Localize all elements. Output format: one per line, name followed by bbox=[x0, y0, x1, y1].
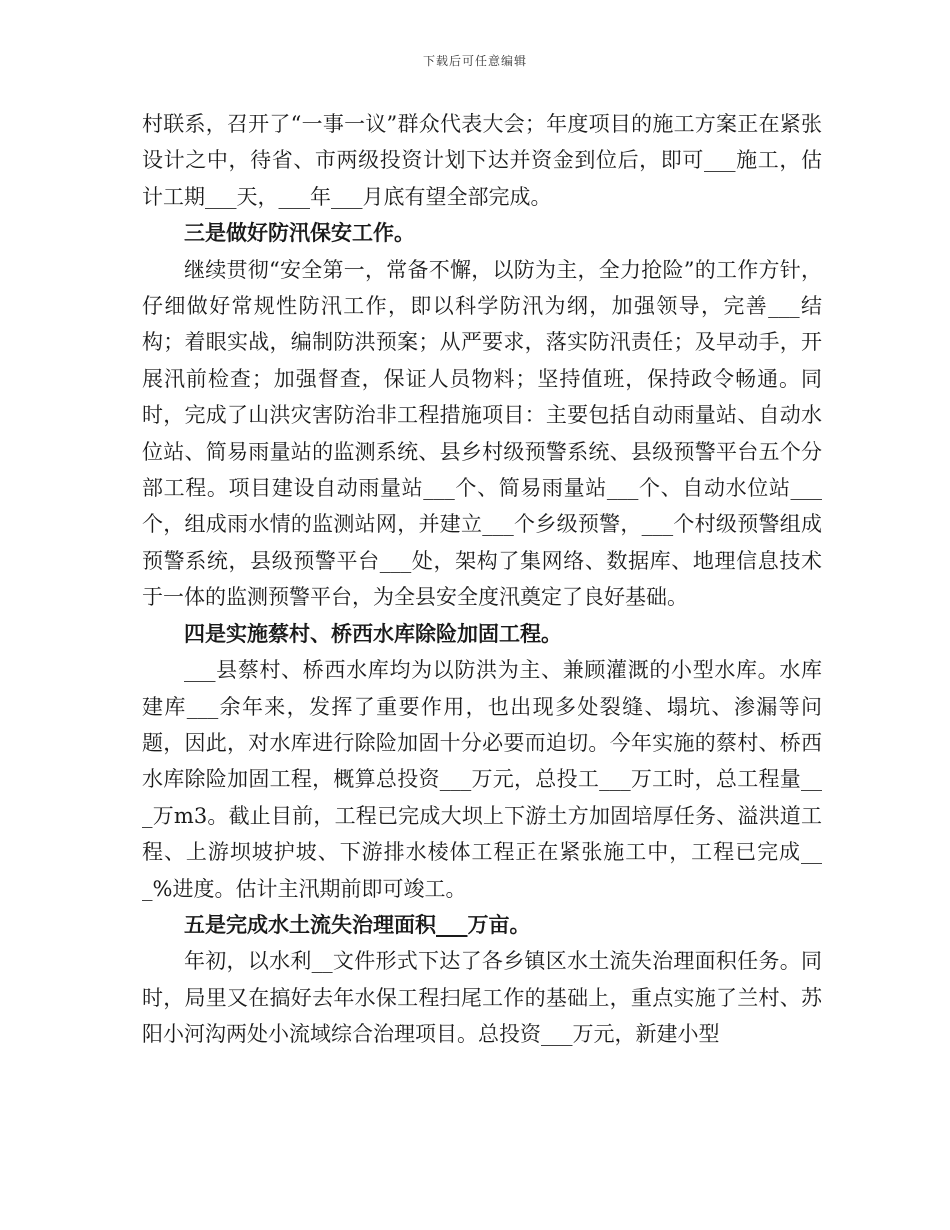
paragraph-continuation: 村联系，召开了“一事一议”群众代表大会；年度项目的施工方案正在紧张设计之中，待省、市两级投资计划下达并资金到位后，即可___施工，估计工期___天，___年___月底有望全部完成。 bbox=[142, 112, 822, 209]
paragraph-flood-control: 继续贯彻“安全第一，常备不懈，以防为主，全力抢险”的工作方针，仔细做好常规性防汛工作，即以科学防汛为纲，加强领导，完善___结构；着眼实战，编制防洪预案；从严要求，落实防汛责任；及早动手，开展汛前检查；加强督查，保证人员物料；坚持值班，保持政令畅通。同时，完成了山洪灾害防治非工程措施项目：主要包括自动雨量站、自动水位站、简易雨量站的监测系统、县乡村级预警系统、县级预警平台五个分部工程。项目建设自动雨量站___个、简易雨量站___个、自动水位站___个，组成雨水情的监测站网，并建立___个乡级预警，___个村级预警组成预警系统，县级预警平台___处，架构了集网络、数据库、地理信息技术于一体的监测预警平台，为全县安全度汛奠定了良好基础。 bbox=[142, 257, 822, 610]
section-heading-reservoir: 四是实施蔡村、桥西水库除险加固工程。 bbox=[184, 620, 562, 646]
paragraph-reservoir: ___县蔡村、桥西水库均为以防洪为主、兼顾灌溉的小型水库。水库建库___余年来，发挥了重要作用，也出现多处裂缝、塌坑、渗漏等问题，因此，对水库进行除险加固十分必要而迫切。今年实施的蔡村、桥西水库除险加固工程，概算总投资___万元，总投工___万工时，总工程量___万m3。截止目前，工程已完成大坝上下游土方加固培厚任务、溢洪道工程、上游坝坡护坡、下游排水棱体工程正在紧张施工中，工程已完成___%进度。估计主汛期前即可竣工。 bbox=[142, 658, 822, 901]
document-body bbox=[142, 106, 822, 1053]
page-header: 下载后可任意编辑 bbox=[422, 54, 527, 68]
paragraph-soil-erosion: 年初，以水利__文件形式下达了各乡镇区水土流失治理面积任务。同时，局里又在搞好去年水保工程扫尾工作的基础上，重点实施了兰村、苏阳小河沟两处小流域综合治理项目。总投资___万元，新建小型 bbox=[142, 949, 822, 1047]
section-heading-flood-control: 三是做好防汛保安工作。 bbox=[184, 220, 415, 246]
section-heading-soil-erosion: 五是完成水土流失治理面积___万亩。 bbox=[184, 911, 531, 937]
